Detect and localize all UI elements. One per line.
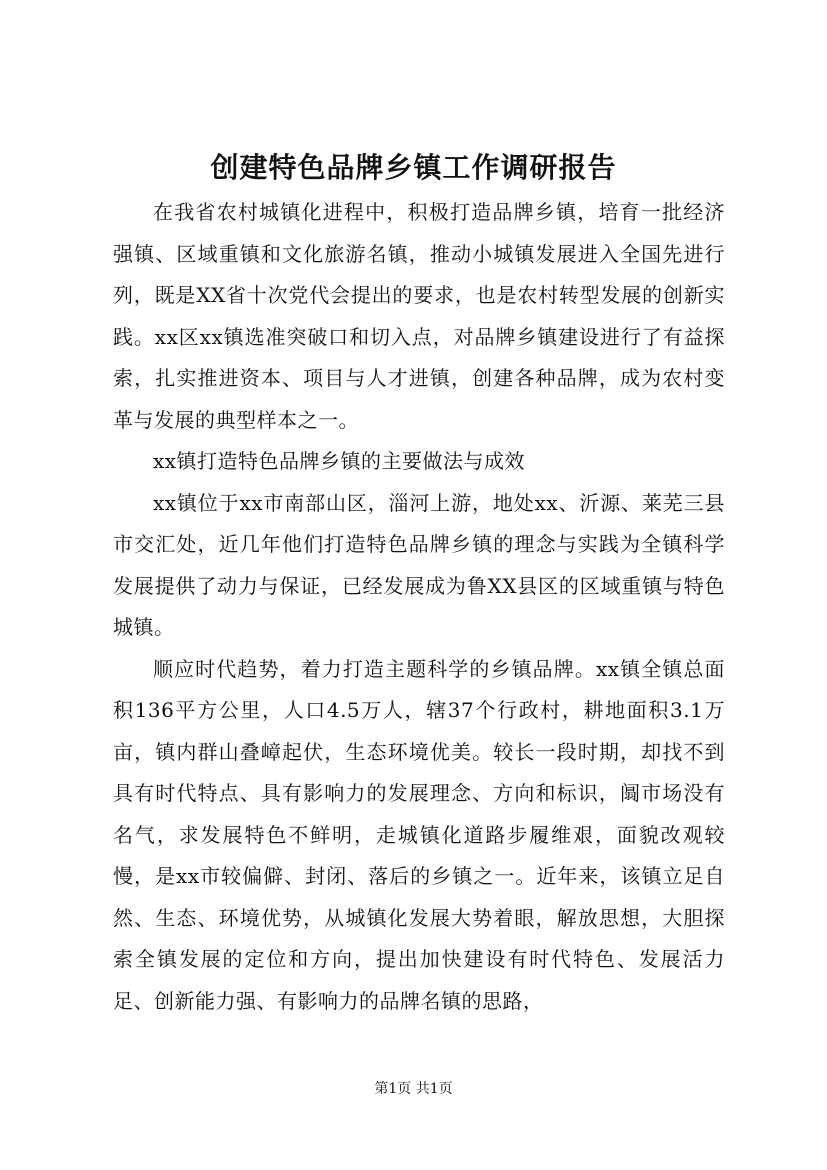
paragraph-intro: 在我省农村城镇化进程中，积极打造品牌乡镇，培育一批经济强镇、区域重镇和文化旅游名镇，推动小城镇发展进入全国先进行列，既是XX省十次党代会提出的要求，也是农村转型发展的创新实践。xx区xx镇选准突破口和切入点，对品牌乡镇建设进行了有益探索，扎实推进资本、项目与人才进镇，创建各种品牌，成为农村变革与发展的典型样本之一。 xyxy=(113,200,725,432)
section-heading: xx镇打造特色品牌乡镇的主要做法与成效 xyxy=(153,449,526,473)
paragraph-brand: 顺应时代趋势，着力打造主题科学的乡镇品牌。xx镇全镇总面积136平方公里，人口4.5万人，辖37个行政村，耕地面积3.1万亩，镇内群山叠嶂起伏，生态环境优美。较长一段时期，却找不到具有时代特点、具有影响力的发展理念、方向和标识，阘市场没有名气，求发展特色不鲜明，走城镇化道路步履维艰，面貌改观较慢，是xx市较偏僻、封闭、落后的乡镇之一。近年来，该镇立足自然、生态、环境优势，从城镇化发展大势着眼，解放思想，大胆探索全镇发展的定位和方向，提出加快建设有时代特色、发展活力足、创新能力强、有影响力的品牌名镇的思路， xyxy=(113,656,725,1013)
document-title: 创建特色品牌乡镇工作调研报告 xyxy=(210,151,617,184)
page-footer: 第1页 共1页 xyxy=(374,1081,453,1097)
document-body xyxy=(113,192,725,1022)
paragraph-location: xx镇位于xx市南部山区，淄河上游，地处xx、沂源、莱芜三县市交汇处，近几年他们打造特色品牌乡镇的理念与实践为全镇科学发展提供了动力与保证，已经发展成为鲁XX县区的区域重镇与特色城镇。 xyxy=(113,490,725,639)
